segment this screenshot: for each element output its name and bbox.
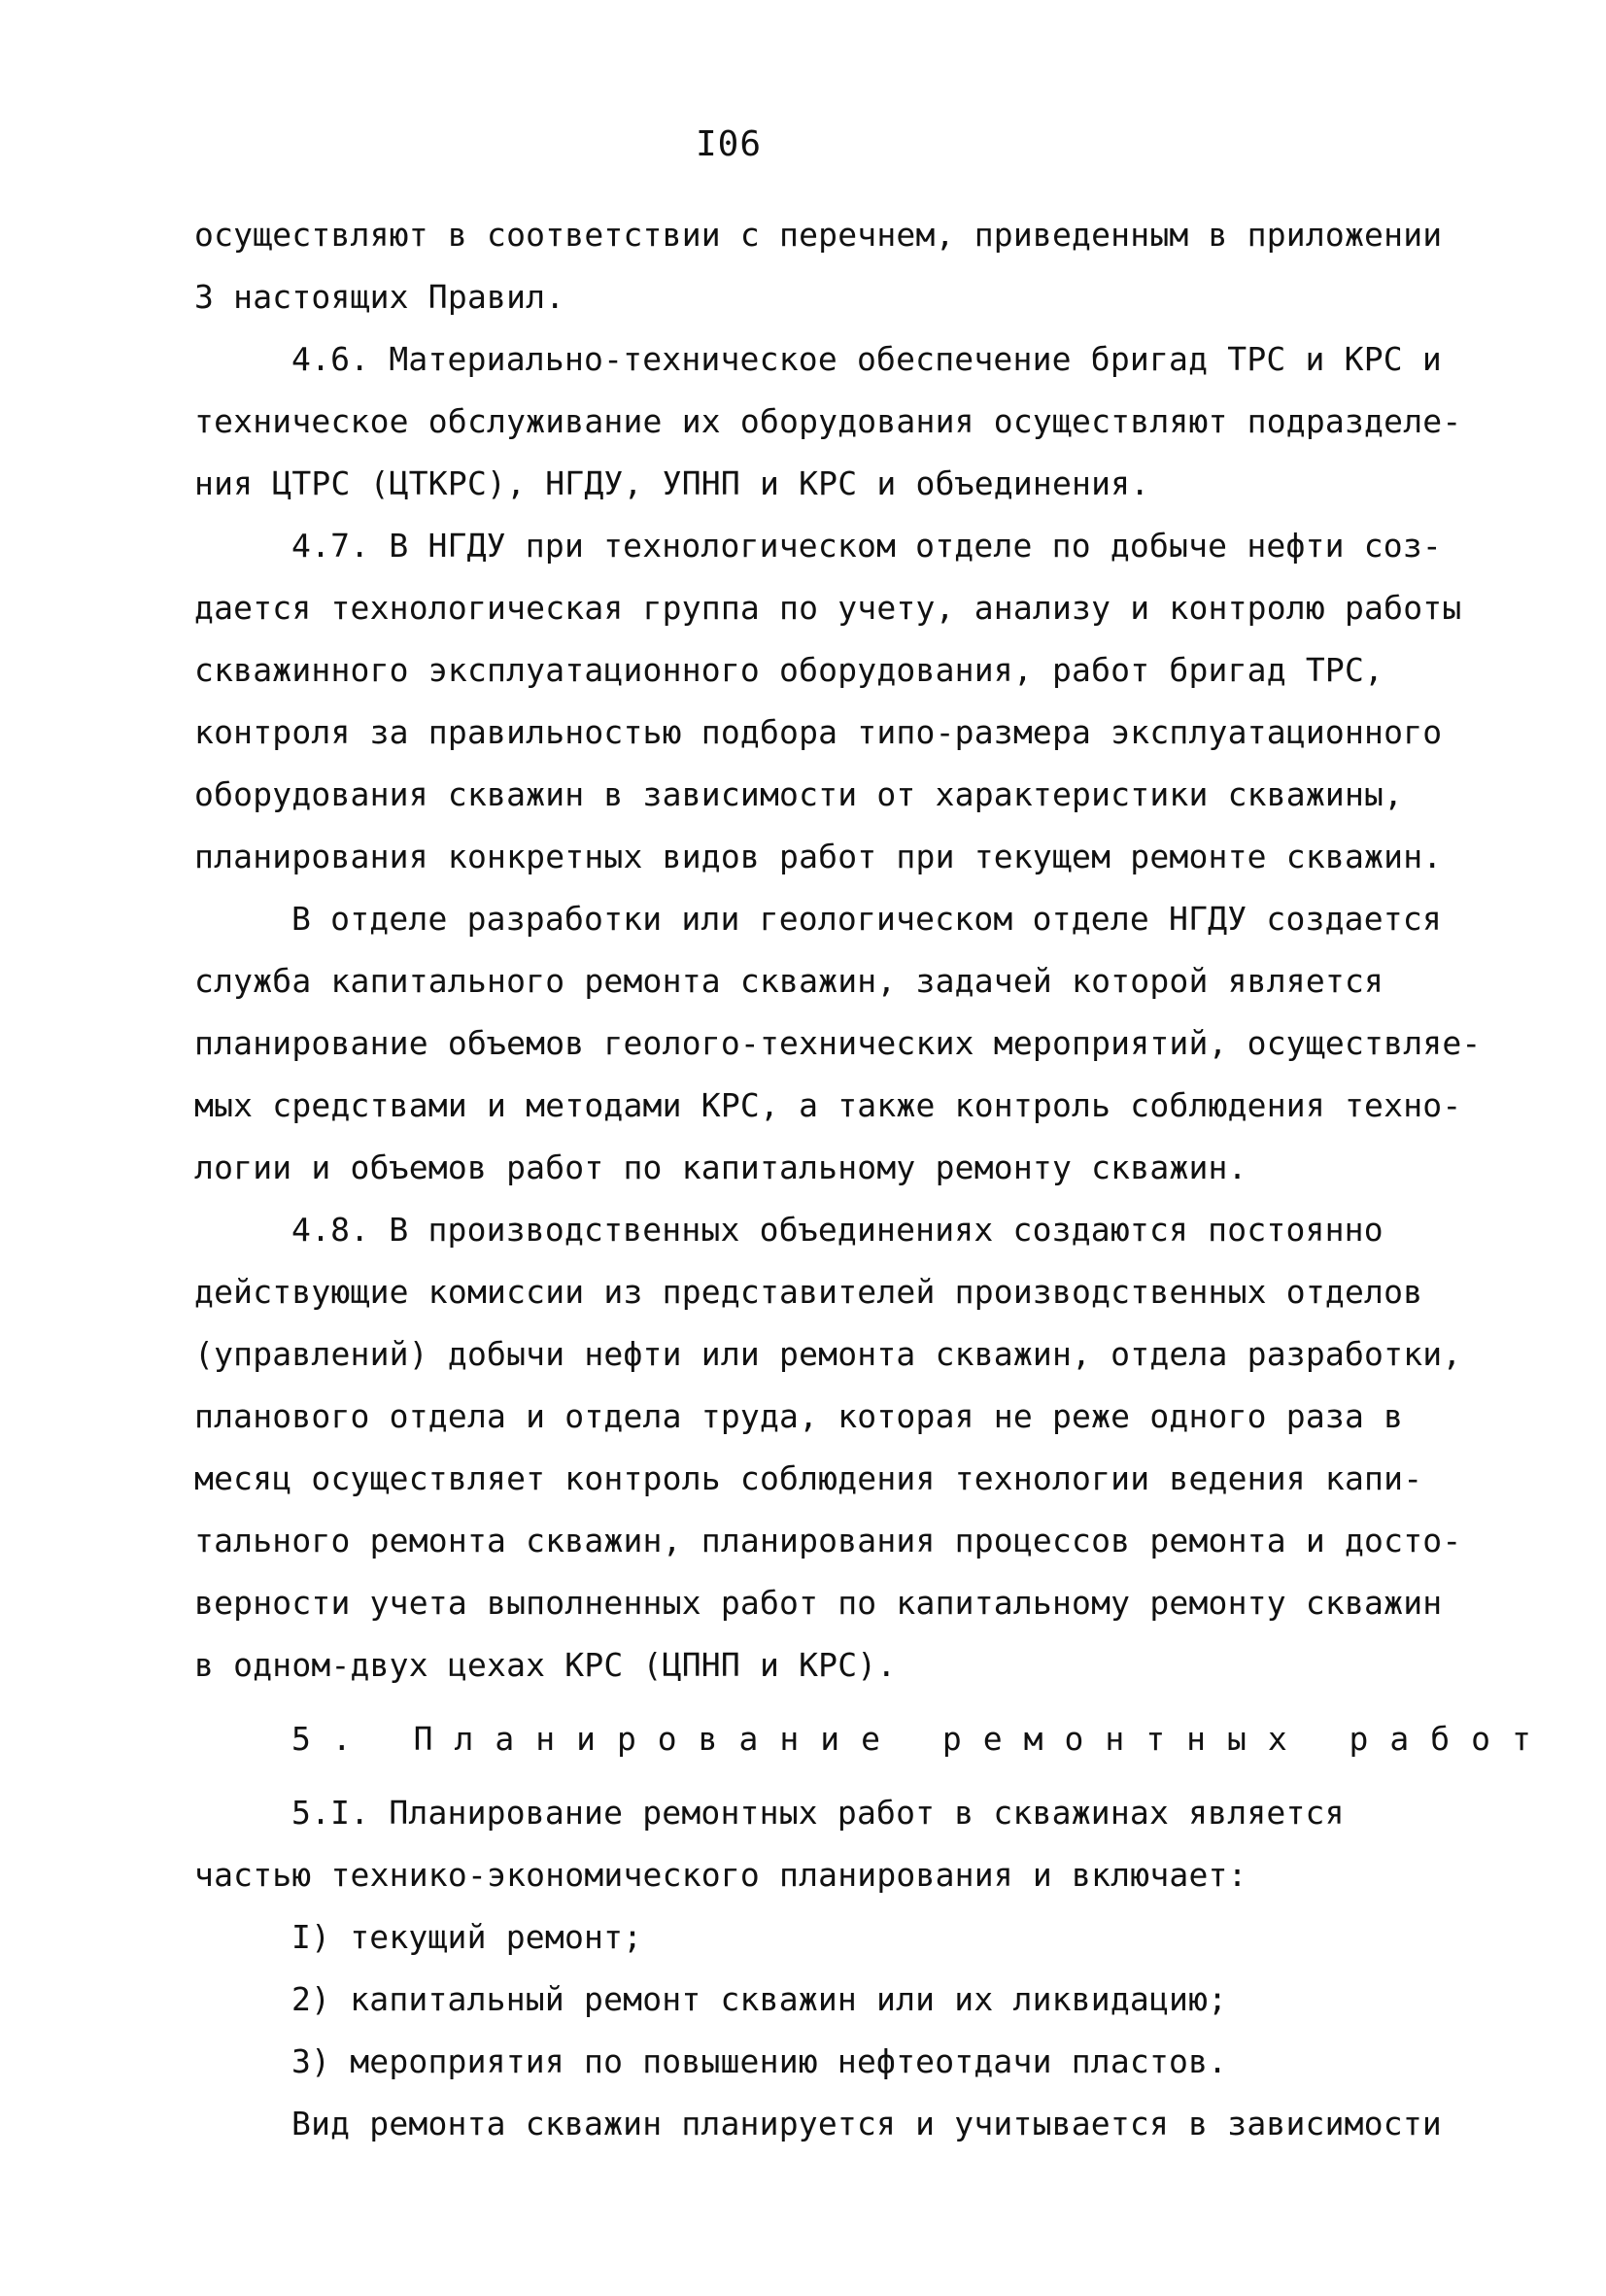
text-line: контроля за правильностью подбора типо-размера эксплуатационного [194, 713, 1443, 751]
text-line: планирование объемов геолого-технических мероприятий, осуществляе- [194, 1024, 1482, 1062]
text-line: оборудования скважин в зависимости от характеристики скважины, [194, 775, 1404, 813]
paragraph-4-8-start: 4.8. В производственных объединениях создаются постоянно [291, 1211, 1384, 1249]
paragraph-repair-type-start: Вид ремонта скважин планируется и учитывается в зависимости [291, 2105, 1442, 2142]
list-item-1: I) текущий ремонт; [291, 1918, 643, 1956]
text-line: месяц осуществляет контроль соблюдения технологии ведения капи- [194, 1459, 1423, 1497]
text-line: верности учета выполненных работ по капитальному ремонту скважин [194, 1584, 1443, 1622]
text-line: частью технико-экономического планирования и включает: [194, 1856, 1247, 1894]
paragraph-4-7-start: 4.7. В НГДУ при технологическом отделе по добыче нефти соз- [291, 527, 1442, 565]
page-number: I06 [695, 124, 763, 164]
text-line: ния ЦТРС (ЦТКРС), НГДУ, УПНП и КРС и объединения. [194, 464, 1150, 502]
text-line: логии и объемов работ по капитальному ремонту скважин. [194, 1148, 1247, 1186]
list-item-2: 2) капитальный ремонт скважин или их ликвидацию; [291, 1980, 1228, 2018]
text-line: планирования конкретных видов работ при текущем ремонте скважин. [194, 838, 1443, 875]
paragraph-4-6-start: 4.6. Материально-техническое обеспечение бригад ТРС и КРС и [291, 340, 1442, 378]
spacer [194, 1696, 1457, 1708]
paragraph-5-1-start: 5.I. Планирование ремонтных работ в скважинах является [291, 1794, 1345, 1832]
text-line: мых средствами и методами КРС, а также контроль соблюдения техно- [194, 1086, 1462, 1124]
text-line: служба капитального ремонта скважин, задачей которой является [194, 962, 1384, 1000]
spacer [194, 1770, 1457, 1782]
text-line: планового отдела и отдела труда, которая не реже одного раза в [194, 1397, 1404, 1435]
section-5-heading: 5. Планирование ремонтных работ [291, 1720, 1553, 1758]
text-line: дается технологическая группа по учету, анализу и контролю работы [194, 589, 1462, 627]
text-line: в одном-двух цехах КРС (ЦПНП и КРС). [194, 1646, 897, 1684]
paragraph-krs-service-start: В отделе разработки или геологическом отделе НГДУ создается [291, 900, 1442, 938]
text-line: осуществляют в соответствии с перечнем, приведенным в приложении [194, 216, 1443, 254]
text-line: 3 настоящих Правил. [194, 278, 565, 316]
list-item-3: 3) мероприятия по повышению нефтеотдачи пластов. [291, 2042, 1228, 2080]
text-line: (управлений) добычи нефти или ремонта скважин, отдела разработки, [194, 1335, 1462, 1373]
text-line: скважинного эксплуатационного оборудования, работ бригад ТРС, [194, 651, 1384, 689]
text-line: тального ремонта скважин, планирования процессов ремонта и досто- [194, 1522, 1462, 1559]
document-body [194, 204, 1553, 2155]
text-line: действующие комиссии из представителей производственных отделов [194, 1273, 1423, 1311]
text-line: техническое обслуживание их оборудования осуществляют подразделе- [194, 402, 1462, 440]
